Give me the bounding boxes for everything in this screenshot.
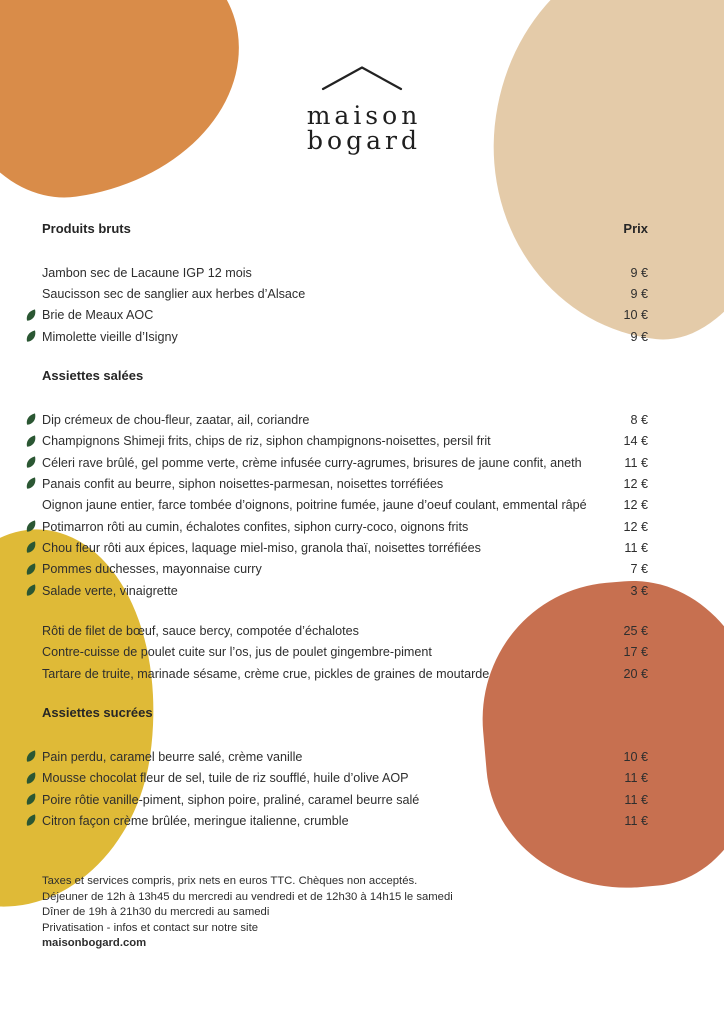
menu-item-text: Pain perdu, caramel beurre salé, crème vanille (42, 749, 303, 764)
menu-item-text: Chou fleur rôti aux épices, laquage miel-miso, granola thaï, noisettes torréfiées (42, 540, 481, 555)
menu-item (42, 409, 648, 430)
menu-item (42, 746, 648, 767)
menu-item (42, 663, 648, 684)
menu-item-price: 3 € (630, 583, 648, 598)
footer (42, 874, 664, 952)
menu-item (42, 326, 648, 347)
section-header-assiettes-sucrees (42, 705, 648, 722)
menu-item (42, 620, 648, 641)
menu-item-price: 11 € (624, 813, 648, 828)
section-title: Produits bruts (42, 221, 131, 236)
menu-item-text: Salade verte, vinaigrette (42, 583, 178, 598)
menu-item-price: 17 € (623, 645, 648, 660)
menu-item (42, 516, 648, 537)
roof-icon (0, 64, 724, 96)
section-title: Assiettes sucrées (42, 705, 153, 721)
menu-content (42, 221, 648, 832)
menu-item-price: 11 € (624, 455, 648, 470)
menu-item (42, 580, 648, 601)
menu-item-price: 14 € (623, 434, 648, 449)
menu-item-text: Contre-cuisse de poulet cuite sur l’os, jus de poulet gingembre-piment (42, 645, 432, 660)
menu-item-price: 11 € (624, 792, 648, 807)
menu-item (42, 789, 648, 810)
vegetarian-leaf-icon (25, 563, 37, 575)
menu-item-text: Saucisson sec de sanglier aux herbes d’Alsace (42, 286, 306, 301)
menu-item-text: Mousse chocolat fleur de sel, tuile de riz soufflé, huile d’olive AOP (42, 771, 409, 786)
vegetarian-leaf-icon (25, 456, 37, 468)
menu-item-price: 10 € (623, 308, 648, 323)
menu-item (42, 768, 648, 789)
logo-line1: maison (306, 101, 422, 130)
menu-item-text: Dip crémeux de chou-fleur, zaatar, ail, coriandre (42, 412, 310, 427)
menu-item (42, 642, 648, 663)
menu-item-price: 25 € (623, 623, 648, 638)
menu-item (42, 305, 648, 326)
menu-item (42, 537, 648, 558)
menu-item-price: 20 € (623, 666, 648, 681)
vegetarian-leaf-icon (25, 814, 37, 826)
menu-item-text: Mimolette vieille d’Isigny (42, 329, 178, 344)
menu-item (42, 473, 648, 494)
section-header-assiettes-salees (42, 368, 648, 385)
menu-item-price: 10 € (623, 749, 648, 764)
menu-item-price: 12 € (623, 476, 648, 491)
menu-item-price: 9 € (630, 286, 648, 301)
vegetarian-leaf-icon (25, 772, 37, 784)
menu-item-text: Tartare de truite, marinade sésame, crème crue, pickles de graines de moutarde (42, 666, 490, 681)
menu-item-price: 11 € (624, 771, 648, 786)
menu-item-price: 12 € (623, 519, 648, 534)
footer-hours-dinner: Dîner de 19h à 21h30 du mercredi au samedi (42, 906, 270, 919)
menu-item (42, 431, 648, 452)
footer-hours-lunch: Déjeuner de 12h à 13h45 du mercredi au vendredi et de 12h30 à 14h15 le samedi (42, 890, 453, 903)
menu-item-text: Poire rôtie vanille-piment, siphon poire, praliné, caramel beurre salé (42, 792, 420, 807)
menu-item-price: 11 € (624, 540, 648, 555)
vegetarian-leaf-icon (25, 435, 37, 447)
menu-item-text: Rôti de filet de bœuf, sauce bercy, compotée d’échalotes (42, 623, 359, 638)
menu-item-price: 9 € (630, 329, 648, 344)
menu-item-price: 7 € (630, 562, 648, 577)
menu-item (42, 262, 648, 283)
section-title: Assiettes salées (42, 368, 144, 384)
menu-item (42, 559, 648, 580)
menu-item-text: Pommes duchesses, mayonnaise curry (42, 562, 262, 577)
footer-note-taxes: Taxes et services compris, prix nets en euros TTC. Chèques non acceptés. (42, 875, 418, 887)
menu-item-text: Oignon jaune entier, farce tombée d’oignons, poitrine fumée, jaune d’oeuf coulant, emmental râpé (42, 498, 587, 513)
footer-website: maisonbogard.com (42, 937, 147, 950)
vegetarian-leaf-icon (25, 477, 37, 489)
vegetarian-leaf-icon (25, 413, 37, 425)
menu-item-price: 8 € (630, 412, 648, 427)
vegetarian-leaf-icon (25, 750, 37, 762)
menu-item-text: Jambon sec de Lacaune IGP 12 mois (42, 265, 252, 280)
logo (0, 64, 724, 153)
vegetarian-leaf-icon (25, 309, 37, 321)
menu-item (42, 452, 648, 473)
menu-item-text: Panais confit au beurre, siphon noisettes-parmesan, noisettes torréfiées (42, 476, 444, 491)
menu-item-text: Potimarron rôti au cumin, échalotes confites, siphon curry-coco, oignons frits (42, 519, 469, 534)
menu-item (42, 283, 648, 304)
menu-item (42, 495, 648, 516)
menu-item-price: 12 € (623, 498, 648, 513)
vegetarian-leaf-icon (25, 793, 37, 805)
menu-item (42, 810, 648, 831)
vegetarian-leaf-icon (25, 520, 37, 532)
menu-item-text: Brie de Meaux AOC (42, 308, 154, 323)
price-column-header: Prix (623, 221, 648, 236)
menu-item-text: Céleri rave brûlé, gel pomme verte, crème infusée curry-agrumes, brisures de jaune confit, aneth (42, 455, 582, 470)
vegetarian-leaf-icon (25, 541, 37, 553)
vegetarian-leaf-icon (25, 330, 37, 342)
logo-line2: bogard (307, 126, 421, 155)
vegetarian-leaf-icon (25, 584, 37, 596)
menu-item-text: Citron façon crème brûlée, meringue italienne, crumble (42, 813, 349, 828)
menu-item-price: 9 € (630, 265, 648, 280)
footer-privatisation: Privatisation - infos et contact sur notre site (42, 921, 258, 934)
section-header-produits-bruts (42, 221, 648, 238)
menu-item-text: Champignons Shimeji frits, chips de riz, siphon champignons-noisettes, persil frit (42, 434, 491, 449)
